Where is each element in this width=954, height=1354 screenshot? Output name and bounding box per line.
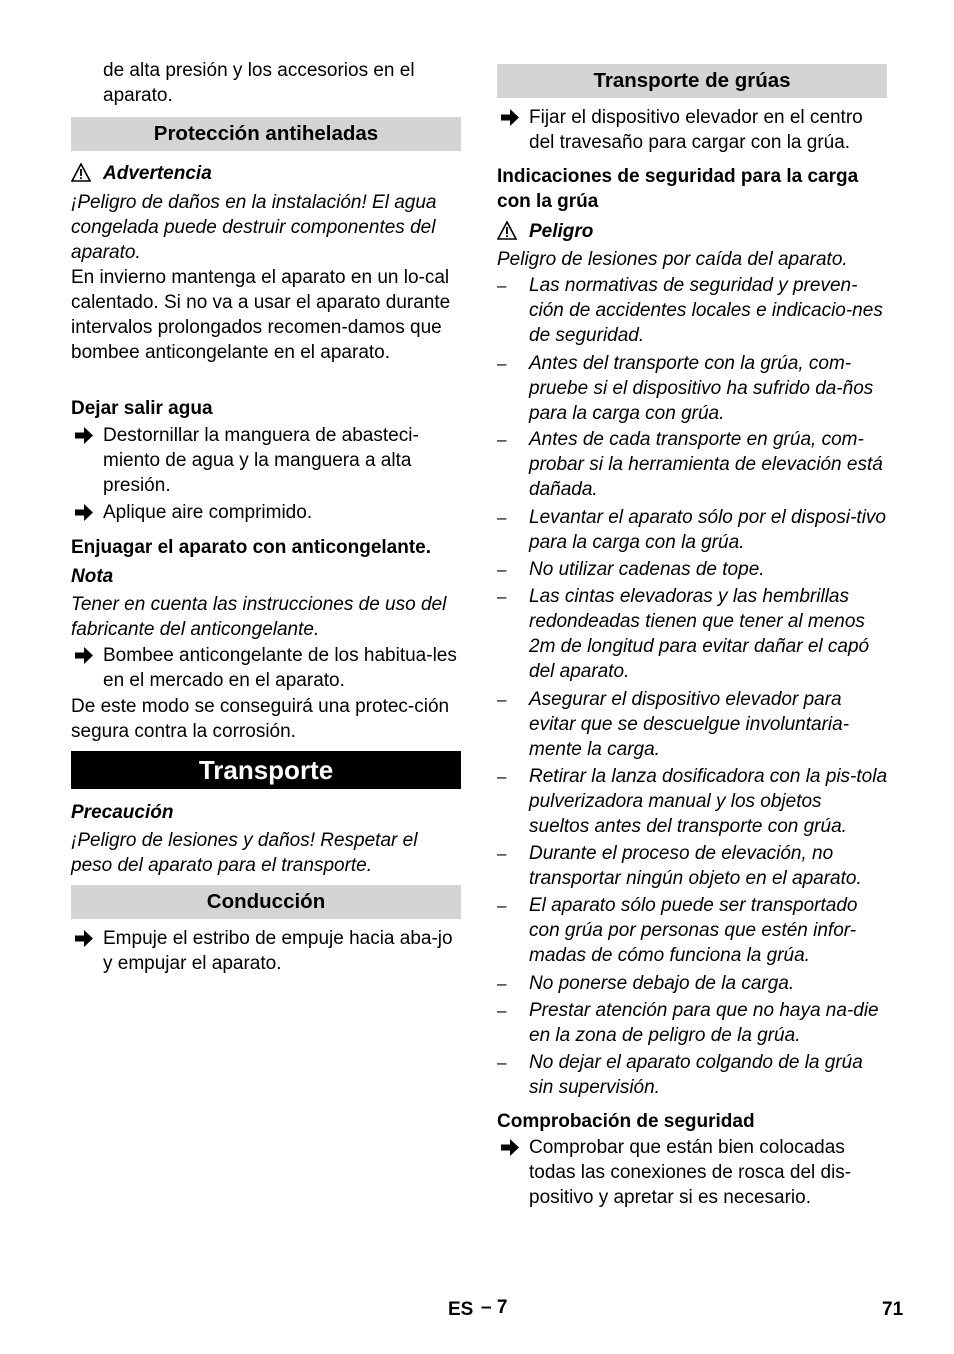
warning-callout (71, 161, 461, 186)
step-item: Destornillar la manguera de abasteci-miento de agua y la manguera a alta presión. (71, 423, 461, 498)
right-arrow-icon (73, 643, 95, 668)
page-number: 71 (882, 1299, 904, 1320)
danger-label: Peligro (529, 221, 594, 242)
subheading-drain-water: Dejar salir agua (71, 398, 213, 419)
warning-triangle-icon (497, 221, 517, 240)
warning-text: ¡Peligro de daños en la instalación! El agua congelada puede destruir componentes del aparato. (71, 192, 437, 263)
result-text: De este modo se conseguirá una protec-ción segura contra la corrosión. (71, 696, 450, 742)
warning-label: Advertencia (103, 163, 212, 184)
list-item: – Asegurar el dispositivo elevador para evitar que se descuelgue involuntaria-mente la carga. (497, 689, 850, 760)
right-arrow-icon (73, 423, 95, 448)
step-item: Aplique aire comprimido. (71, 500, 461, 525)
note-label: Nota (71, 566, 114, 587)
step-item: Comprobar que están bien colocadas todas las conexiones de rosca del dis-positivo y apretar si es necesario. (497, 1135, 887, 1210)
danger-text: Peligro de lesiones por caída del aparato. (497, 249, 848, 270)
list-item: – Antes del transporte con la grúa, com-pruebe si el dispositivo ha sufrido da-ños para la carga con grúa. (497, 353, 874, 424)
footer-language: ES (448, 1299, 474, 1320)
warning-triangle-icon (71, 163, 91, 182)
list-item: – Las normativas de seguridad y preven-ción de accidentes locales e indicacio-nes de seguridad. (497, 275, 883, 346)
step-item: Empuje el estribo de empuje hacia aba-jo y empujar el aparato. (71, 926, 461, 976)
list-item: – No dejar el aparato colgando de la grúa sin supervisión. (497, 1052, 863, 1098)
list-item: – Levantar el aparato sólo por el disposi-tivo para la carga con la grúa. (497, 507, 886, 553)
caution-text: ¡Peligro de lesiones y daños! Respetar el peso del aparato para el transporte. (71, 830, 418, 876)
list-item: – Antes de cada transporte en grúa, com-probar si la herramienta de elevación está dañada. (497, 429, 883, 500)
list-item: – Retirar la lanza dosificadora con la pis-tola pulverizadora manual y los objetos sueltos antes del transporte con grúa. (497, 766, 888, 837)
footer-section-page: – 7 (481, 1297, 508, 1318)
continuation-text: de alta presión y los accesorios en el aparato. (103, 60, 415, 106)
list-item: – El aparato sólo puede ser transportado con grúa por personas que estén infor-madas de cómo funciona la grúa. (497, 895, 858, 966)
subheading-crane-safety: Indicaciones de seguridad para la carga con la grúa (497, 166, 859, 212)
chapter-heading-transport: Transporte (71, 751, 461, 789)
step-item: Fijar el dispositivo elevador en el centro del travesaño para cargar con la grúa. (497, 105, 887, 155)
section-heading-frost-protection: Protección antiheladas (71, 117, 461, 151)
note-text: Tener en cuenta las instrucciones de uso del fabricante del anticongelante. (71, 594, 447, 640)
list-item: – Las cintas elevadoras y las hembrillas redondeadas tienen que tener al menos 2m de longitud para evitar dañar el capó del aparato. (497, 586, 870, 682)
section-heading-crane-transport: Transporte de grúas (497, 64, 887, 98)
list-item: – Durante el proceso de elevación, no transportar ningún objeto en el aparato. (497, 843, 862, 889)
right-arrow-icon (499, 105, 521, 130)
list-item: – No ponerse debajo de la carga. (497, 973, 795, 994)
right-arrow-icon (73, 500, 95, 525)
section-heading-driving: Conducción (71, 885, 461, 919)
subheading-rinse-antifreeze: Enjuagar el aparato con anticongelante. (71, 537, 432, 558)
right-arrow-icon (73, 926, 95, 951)
list-item: – No utilizar cadenas de tope. (497, 559, 765, 580)
frost-body-text: En invierno mantenga el aparato en un lo-cal calentado. Si no va a usar el aparato durante intervalos prolongados recomen-damos que bombee anticongelante en el aparato. (71, 267, 451, 363)
list-item: – Prestar atención para que no haya na-die en la zona de peligro de la grúa. (497, 1000, 879, 1046)
step-item: Bombee anticongelante de los habitua-les en el mercado en el aparato. (71, 643, 461, 693)
caution-label: Precaución (71, 802, 174, 823)
danger-callout (497, 219, 887, 244)
subheading-safety-check: Comprobación de seguridad (497, 1111, 755, 1132)
right-arrow-icon (499, 1135, 521, 1160)
